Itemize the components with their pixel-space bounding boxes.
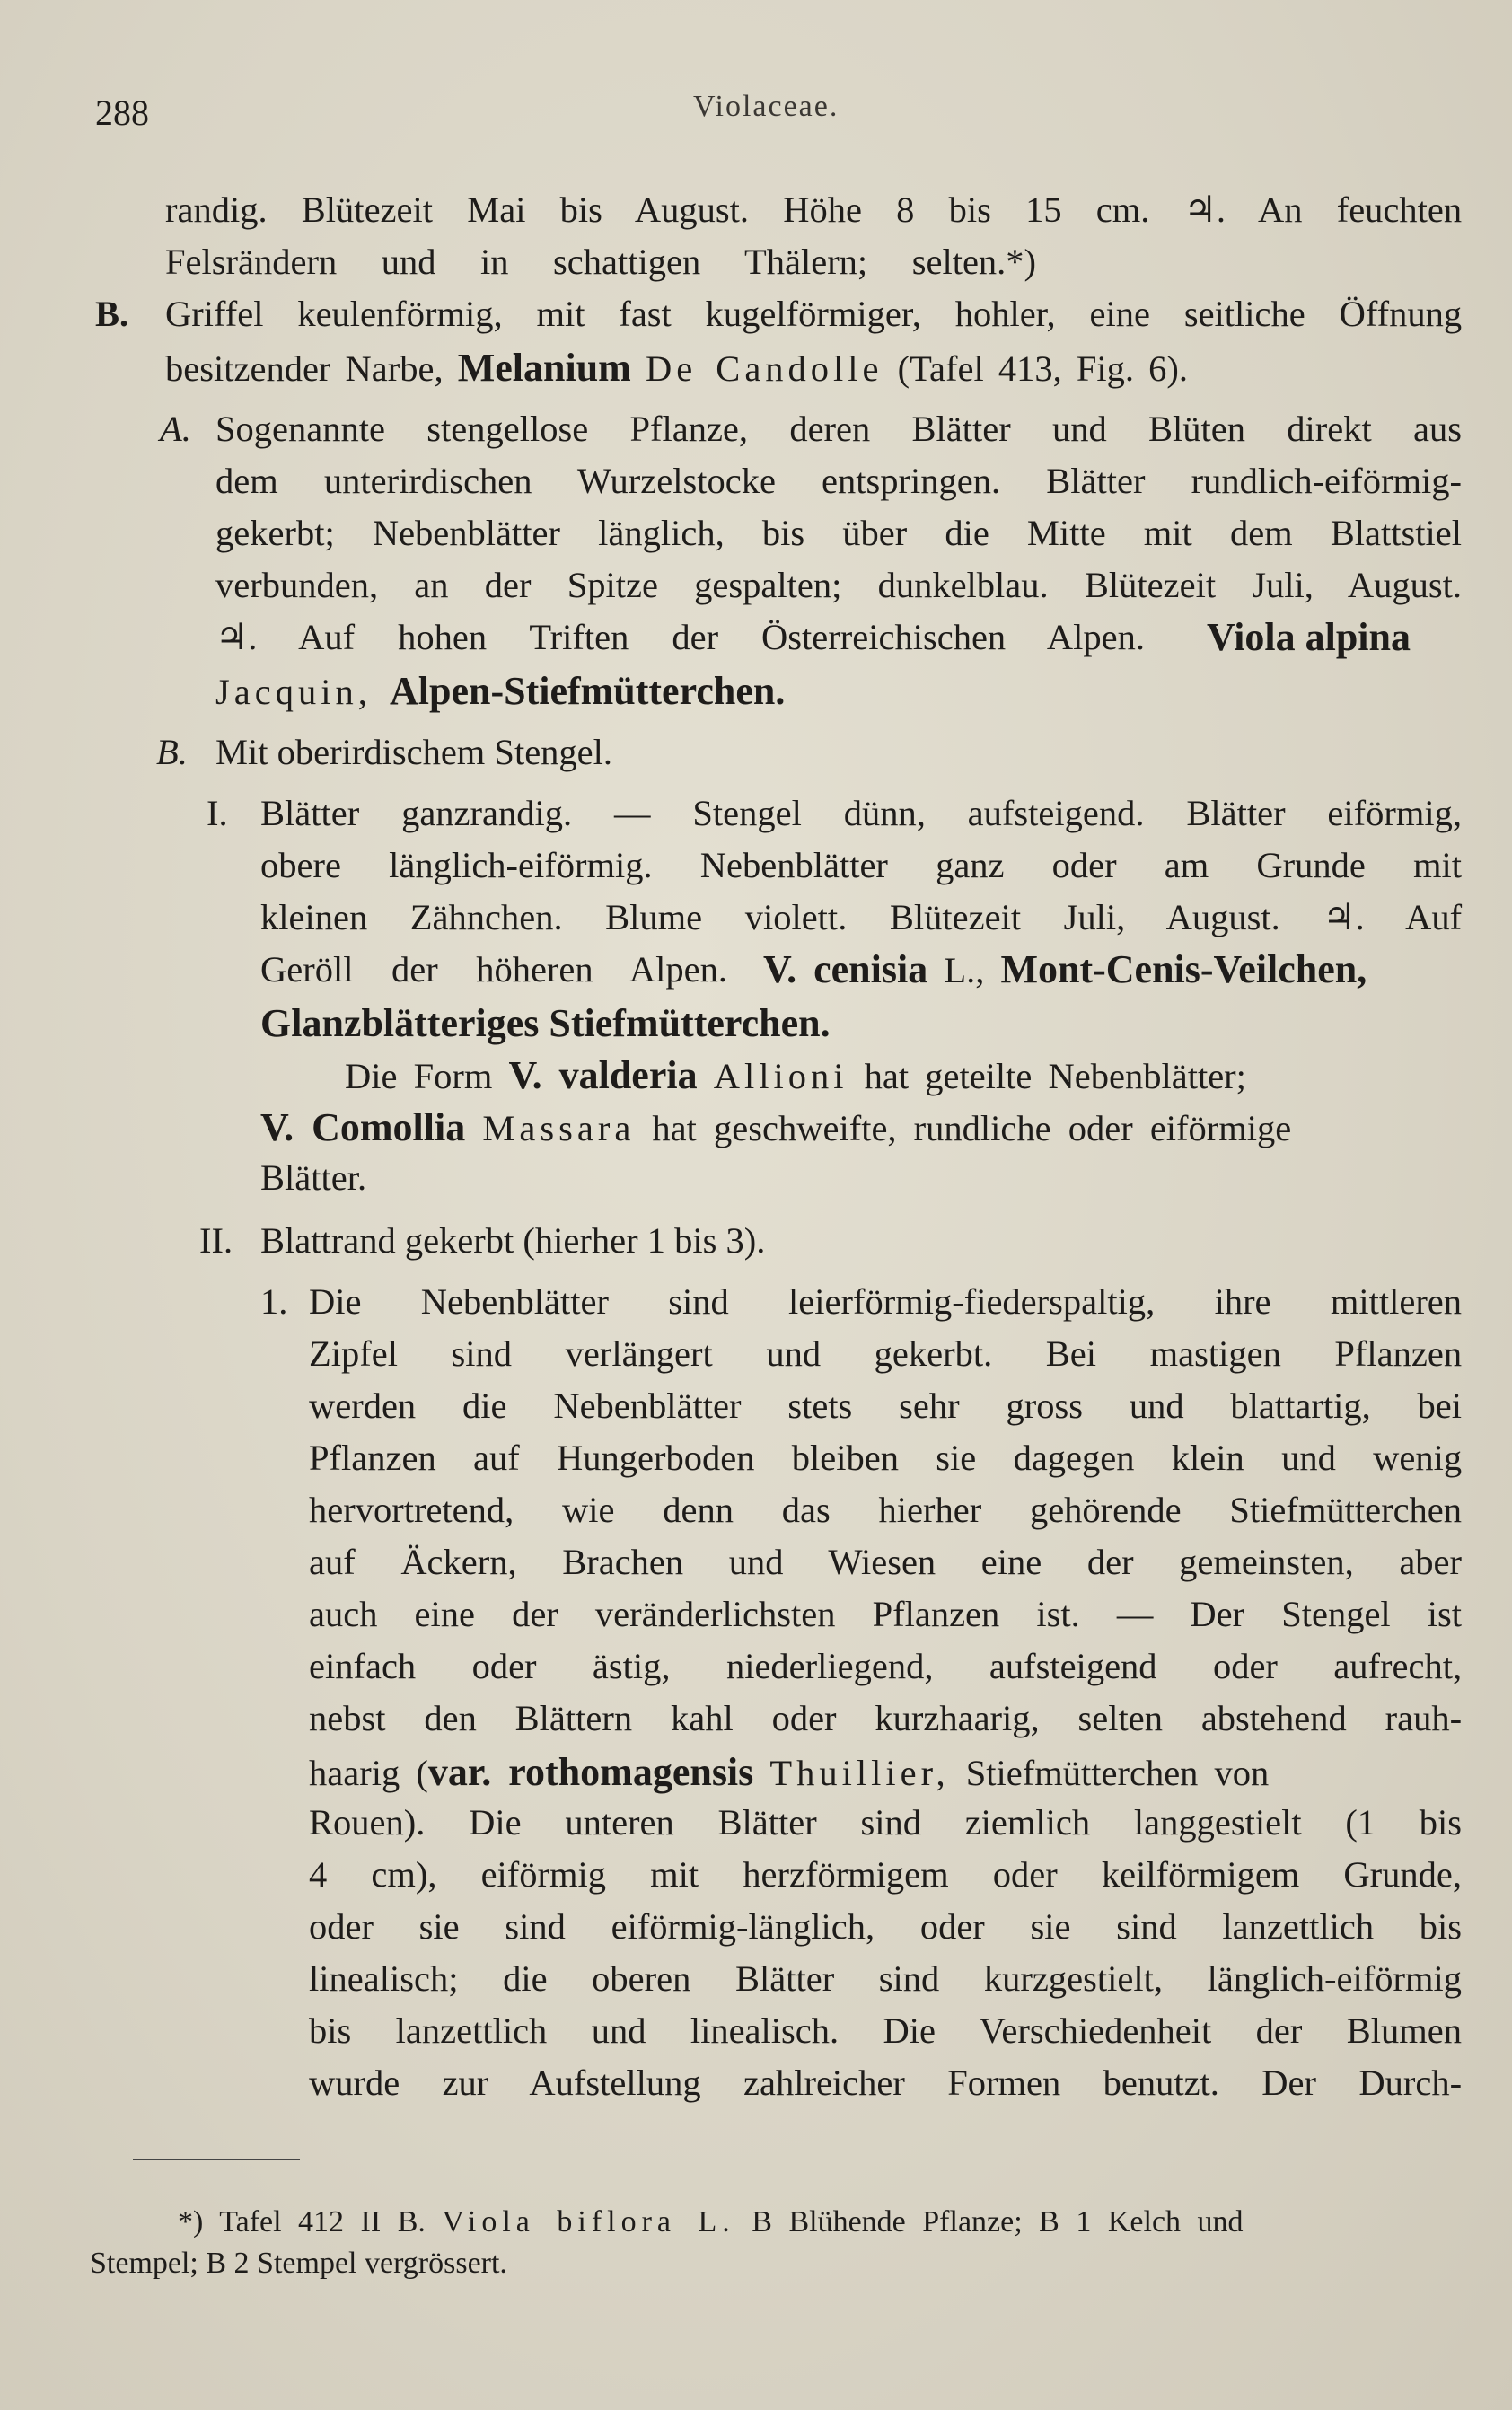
word: Höhe (783, 189, 862, 230)
word: Blumen (1346, 2010, 1463, 2051)
word: bis (559, 189, 602, 230)
word: Mitte (1026, 513, 1106, 553)
word: oder (919, 1906, 985, 1947)
word: Triften (529, 617, 629, 657)
word: hierher (878, 1490, 982, 1530)
word: nebst (309, 1698, 386, 1738)
text-line (309, 1440, 1462, 1477)
word: ganz (936, 845, 1005, 885)
word: kahl (670, 1698, 734, 1738)
word: leierförmig-fiederspaltig, (788, 1281, 1156, 1322)
word: Blütezeit (1084, 565, 1217, 605)
word: eiförmig, (1327, 793, 1463, 833)
word: und (766, 1333, 822, 1374)
word: ihre (1214, 1281, 1271, 1322)
word: lanzettlich (1222, 1906, 1375, 1947)
genus-name: Melanium (457, 346, 631, 390)
word: eine (1089, 294, 1150, 334)
text-line (309, 1333, 1463, 1374)
word: klein (1171, 1438, 1244, 1478)
section-label-B: B. (95, 294, 129, 334)
word: bis (1419, 1802, 1463, 1843)
word: bis (761, 513, 805, 553)
text-line: Mit oberirdischem Stengel. (215, 732, 613, 772)
word: Österreichischen (761, 617, 1007, 657)
word: sind (451, 1333, 513, 1374)
word: sind (668, 1281, 729, 1322)
word: gekerbt. (874, 1333, 993, 1374)
word: oder (309, 1906, 374, 1947)
text-line (309, 1698, 1463, 1738)
word: der (391, 949, 438, 990)
text-line: Blätter. (260, 1157, 367, 1198)
word: Äckern, (400, 1542, 517, 1582)
text-line (309, 1646, 1463, 1686)
word: oder (771, 1698, 837, 1738)
word: länglich, (598, 513, 725, 553)
text-line: Die Form V. valderia Allioni hat geteilte Nebenblätter; (345, 1053, 1246, 1097)
word: bleiben (791, 1438, 899, 1478)
word: Auf (1405, 897, 1463, 937)
word: in (479, 242, 509, 282)
word: gehörende (1029, 1490, 1182, 1530)
word: oder (992, 1854, 1058, 1895)
word: dem (1229, 513, 1293, 553)
word: kugelförmiger, (705, 294, 921, 334)
word: und (1129, 1385, 1184, 1426)
word: werden (309, 1385, 417, 1426)
word: ziemlich (964, 1802, 1091, 1843)
word: Stiefmütterchen (1229, 1490, 1463, 1530)
text-line (309, 1596, 1462, 1633)
footnote-line: *) Tafel 412 II B. Viola biflora L. B Blühende Pflanze; B 1 Kelch und (178, 2205, 1244, 2238)
word: aus (1413, 409, 1463, 449)
word: — (613, 793, 651, 833)
word: violett. (744, 897, 848, 937)
word: Blüten (1148, 409, 1246, 449)
word: aber (1399, 1542, 1463, 1582)
word: oberen (592, 1958, 691, 1999)
word: eine (414, 1594, 475, 1634)
word: der (672, 617, 719, 657)
word: mit (536, 294, 585, 334)
word: Stengel (692, 793, 802, 833)
word: Blätter (260, 793, 360, 833)
word: obere (260, 845, 341, 885)
word: aufsteigend (989, 1646, 1157, 1686)
word: Blattstiel (1330, 513, 1463, 553)
word: sie (418, 1906, 460, 1947)
word: verlängert (565, 1333, 713, 1374)
word: mit (1143, 513, 1192, 553)
word: stengellose (426, 409, 589, 449)
word: am (1164, 845, 1209, 885)
word: denn (663, 1490, 734, 1530)
text-line (260, 793, 1463, 833)
word: 8 (896, 189, 915, 230)
text-line (165, 244, 1036, 281)
author-name: De Candolle (645, 348, 883, 389)
word: bis (948, 189, 991, 230)
word: ästig, (592, 1646, 671, 1686)
word: Aufstellung (529, 2063, 701, 2103)
word: Rouen). (309, 1802, 426, 1843)
word: aufrecht, (1333, 1646, 1463, 1686)
word: selten.*) (911, 242, 1037, 282)
word: eine (980, 1542, 1042, 1582)
author-name: Thuillier, (769, 1753, 950, 1793)
word: Nebenblätter (372, 513, 560, 553)
word: bis (1419, 1906, 1463, 1947)
word: oder (1051, 845, 1117, 885)
word: randig. (165, 189, 268, 230)
text-line (165, 296, 1462, 333)
word: Pflanzen (872, 1594, 1000, 1634)
text-line (215, 617, 1146, 657)
word: 15 cm. (1025, 189, 1150, 230)
word: direkt (1287, 409, 1372, 449)
word: bis (309, 2010, 352, 2051)
word: auf (309, 1542, 356, 1582)
footnote-line: Stempel; B 2 Stempel vergrössert. (90, 2247, 507, 2280)
word: selten (1077, 1698, 1163, 1738)
word: mittleren (1330, 1281, 1463, 1322)
word: Blätter (734, 1958, 835, 1999)
word: verbunden, (215, 565, 379, 605)
author-name: Allioni (713, 1056, 848, 1096)
word: Juli, (1252, 565, 1314, 605)
word: Stengel (1281, 1594, 1391, 1634)
author-name: Massara (482, 1108, 636, 1148)
section-label-1: 1. (260, 1281, 288, 1322)
word: Blätter rundlich-eiförmig- (1046, 461, 1462, 501)
word: aufsteigend. (967, 793, 1145, 833)
word: unteren (565, 1802, 674, 1843)
word: feuchten (1336, 189, 1463, 230)
word: blattartig, (1230, 1385, 1371, 1426)
word: mit (1413, 845, 1463, 885)
word: Spitze (567, 565, 658, 605)
word: wie (562, 1490, 615, 1530)
word: gekerbt; (215, 513, 335, 553)
text-line (215, 515, 1462, 552)
word: lanzettlich (395, 2010, 548, 2051)
common-name: Mont-Cenis-Veilchen, (1000, 947, 1367, 991)
common-name: Glanzblätteriges Stiefmütterchen. (260, 1001, 831, 1045)
word: Pflanzen (309, 1438, 436, 1478)
word: Blütezeit (301, 189, 433, 230)
word: Pflanzen (1334, 1333, 1463, 1374)
word: kleinen (260, 897, 368, 937)
word: zur (442, 2063, 489, 2103)
word: sind (878, 1958, 940, 1999)
word: sind (505, 1906, 566, 1947)
text-line: Blattrand gekerbt (hierher 1 bis 3). (260, 1220, 766, 1261)
word: ♃. (1323, 897, 1365, 937)
word: zahlreicher (743, 2063, 905, 2103)
word: fast (619, 294, 672, 334)
word: kurzhaarig, (875, 1698, 1040, 1738)
word: Alpen. (1046, 617, 1146, 657)
text-line (309, 1385, 1463, 1426)
word: oder (471, 1646, 537, 1686)
word: und (1281, 1438, 1336, 1478)
word: herzförmigem (743, 1854, 949, 1895)
word: Grunde (1256, 845, 1366, 885)
word: Geröll (260, 949, 354, 990)
word: Blättern (514, 1698, 633, 1738)
word: das (781, 1490, 831, 1530)
word: sind (1116, 1906, 1177, 1947)
word: Pflanze, (629, 409, 749, 449)
text-line (215, 567, 1462, 604)
word: der (1086, 1542, 1134, 1582)
word: Brachen (562, 1542, 684, 1582)
word: Felsrändern (165, 242, 338, 282)
word: dagegen (1013, 1438, 1135, 1478)
word: An (1258, 189, 1303, 230)
word: die (945, 513, 989, 553)
word: die (503, 1958, 548, 1999)
word: Bei (1045, 1333, 1097, 1374)
word: benutzt. (1103, 2063, 1219, 2103)
word: Blume (605, 897, 703, 937)
word: höheren (476, 949, 593, 990)
word: ganzrandig. (401, 793, 573, 833)
word: Blätter (1186, 793, 1286, 833)
word: kurzgestielt, (983, 1958, 1163, 1999)
word: Alpen. (629, 949, 728, 990)
word: sie (936, 1438, 977, 1478)
word: August. (1347, 565, 1463, 605)
word: dünn, (843, 793, 926, 833)
word: wenig (1373, 1438, 1463, 1478)
word: ♃. (1183, 189, 1226, 230)
section-label-II: II. (199, 1220, 233, 1261)
word: den (424, 1698, 477, 1738)
word: eiförmig (480, 1854, 607, 1895)
word: Grunde, (1343, 1854, 1462, 1895)
word: deren (789, 409, 871, 449)
text-line (215, 411, 1462, 448)
word: 4 cm), (309, 1854, 437, 1895)
word: sind (860, 1802, 921, 1843)
word: über (842, 513, 908, 553)
section-label-I: I. (207, 793, 228, 833)
word: Durch- (1358, 2063, 1463, 2103)
word: Blätter (911, 409, 1011, 449)
species-name: V. valderia (508, 1053, 698, 1097)
word: der (1255, 2010, 1303, 2051)
footnote-rule (133, 2159, 300, 2160)
word: Juli, (1063, 897, 1126, 937)
text-line (309, 2065, 1462, 2102)
word: der (484, 565, 532, 605)
word: keilförmigem (1101, 1854, 1300, 1895)
species-name: V. cenisia L., Mont-Cenis-Veilchen, (763, 947, 1367, 991)
text-line (260, 949, 728, 990)
word: Blätter (717, 1802, 817, 1843)
word: Griffel (165, 294, 264, 334)
author-name: L., (944, 950, 985, 990)
word: gespalten; (694, 565, 842, 605)
word: hohen (398, 617, 488, 657)
variety-name: var. rothomagensis (427, 1750, 754, 1794)
word: eiförmig-länglich, (611, 1906, 875, 1947)
word: oder (1212, 1646, 1278, 1686)
word: Zipfel (309, 1333, 398, 1374)
text-line (215, 669, 786, 713)
species-name: Viola alpina (1207, 615, 1411, 659)
text-line (309, 1492, 1462, 1529)
word: stets (787, 1385, 853, 1426)
word: Die (883, 2010, 936, 2051)
word: (1 (1345, 1802, 1376, 1843)
text-line (309, 1281, 1463, 1322)
word: ♃. (215, 617, 258, 657)
word: länglich-eiförmig (1207, 1958, 1462, 1999)
word: rauh- (1385, 1698, 1463, 1738)
word: der (512, 1594, 558, 1634)
word: Der (1261, 2063, 1317, 2103)
author-name: Jacquin, (215, 672, 372, 712)
running-title: Violaceae. (693, 90, 840, 123)
word: Die (469, 1802, 522, 1843)
word: ist. (1036, 1594, 1080, 1634)
word: Nebenblätter (553, 1385, 742, 1426)
text-line: V. Comollia Massara hat geschweifte, rundliche oder eiförmige (260, 1105, 1292, 1149)
word: hohler, (954, 294, 1056, 334)
word: Auf (298, 617, 356, 657)
word: keulenförmig, (297, 294, 503, 334)
word: Die (309, 1281, 362, 1322)
text-line: haarig (var. rothomagensis Thuillier, Stiefmütterchen von (309, 1750, 1270, 1794)
text-line (309, 1544, 1462, 1581)
word: Nebenblätter (420, 1281, 609, 1322)
word: veränderlichsten (594, 1594, 836, 1634)
section-label-A: A. (160, 409, 191, 449)
word: abstehend (1200, 1698, 1347, 1738)
word: Sogenannte (215, 409, 385, 449)
word: Verschiedenheit (979, 2010, 1212, 2051)
word: mastigen (1149, 1333, 1281, 1374)
footnote-species: Viola biflora L. (442, 2205, 735, 2238)
word: bei (1417, 1385, 1463, 1426)
word: August. (634, 189, 750, 230)
common-name: Alpen-Stiefmütterchen. (389, 669, 786, 713)
word: dunkelblau. (877, 565, 1049, 605)
word: Formen (947, 2063, 1061, 2103)
word: und (1052, 409, 1107, 449)
text-line (260, 897, 1463, 937)
word: August. (1165, 897, 1280, 937)
word: wurde (309, 2063, 400, 2103)
page-number: 288 (95, 92, 149, 133)
text-line (309, 1958, 1462, 1999)
word: Nebenblätter (699, 845, 888, 885)
word: Mai (467, 189, 526, 230)
text-line (309, 1854, 1462, 1895)
text-line (260, 845, 1463, 885)
word: Der (1190, 1594, 1245, 1634)
word: seitliche (1183, 294, 1305, 334)
word: linealisch; (309, 1958, 459, 1999)
word: auf (473, 1438, 520, 1478)
section-label-B2: B. (156, 732, 188, 772)
word: gemeinsten, (1179, 1542, 1354, 1582)
word: schattigen (553, 242, 701, 282)
word: auch (309, 1594, 378, 1634)
word: mit (650, 1854, 699, 1895)
word: die (462, 1385, 507, 1426)
word: Hungerboden (557, 1438, 755, 1478)
text-line (165, 189, 1463, 230)
text-line (309, 1802, 1463, 1843)
word: an (414, 565, 449, 605)
word: Zähnchen. (409, 897, 563, 937)
word: Wiesen (828, 1542, 936, 1582)
word: — (1116, 1594, 1154, 1634)
text-line (309, 1906, 1463, 1947)
word: länglich-eiförmig. (389, 845, 653, 885)
word: entspringen. (822, 461, 1001, 501)
text-line (309, 2010, 1463, 2051)
word: gross (1006, 1385, 1083, 1426)
word: linealisch. (690, 2010, 840, 2051)
word: Öffnung (1339, 294, 1463, 334)
word: ist (1427, 1594, 1463, 1634)
word: und (381, 242, 436, 282)
word: und (728, 1542, 784, 1582)
word: sie (1030, 1906, 1071, 1947)
word: Thälern; (744, 242, 868, 282)
word: sehr (899, 1385, 960, 1426)
word: Blütezeit (889, 897, 1022, 937)
word: einfach (309, 1646, 417, 1686)
word: niederliegend, (725, 1646, 934, 1686)
word: dem unterirdischen Wurzelstocke (215, 461, 776, 501)
species-name: V. Comollia (260, 1105, 466, 1149)
word: langgestielt (1133, 1802, 1302, 1843)
word: und (591, 2010, 646, 2051)
text-line (215, 463, 1462, 500)
word: hervortretend, (309, 1490, 514, 1530)
text-line: besitzender Narbe, Melanium De Candolle (Tafel 413, Fig. 6). (165, 346, 1189, 390)
